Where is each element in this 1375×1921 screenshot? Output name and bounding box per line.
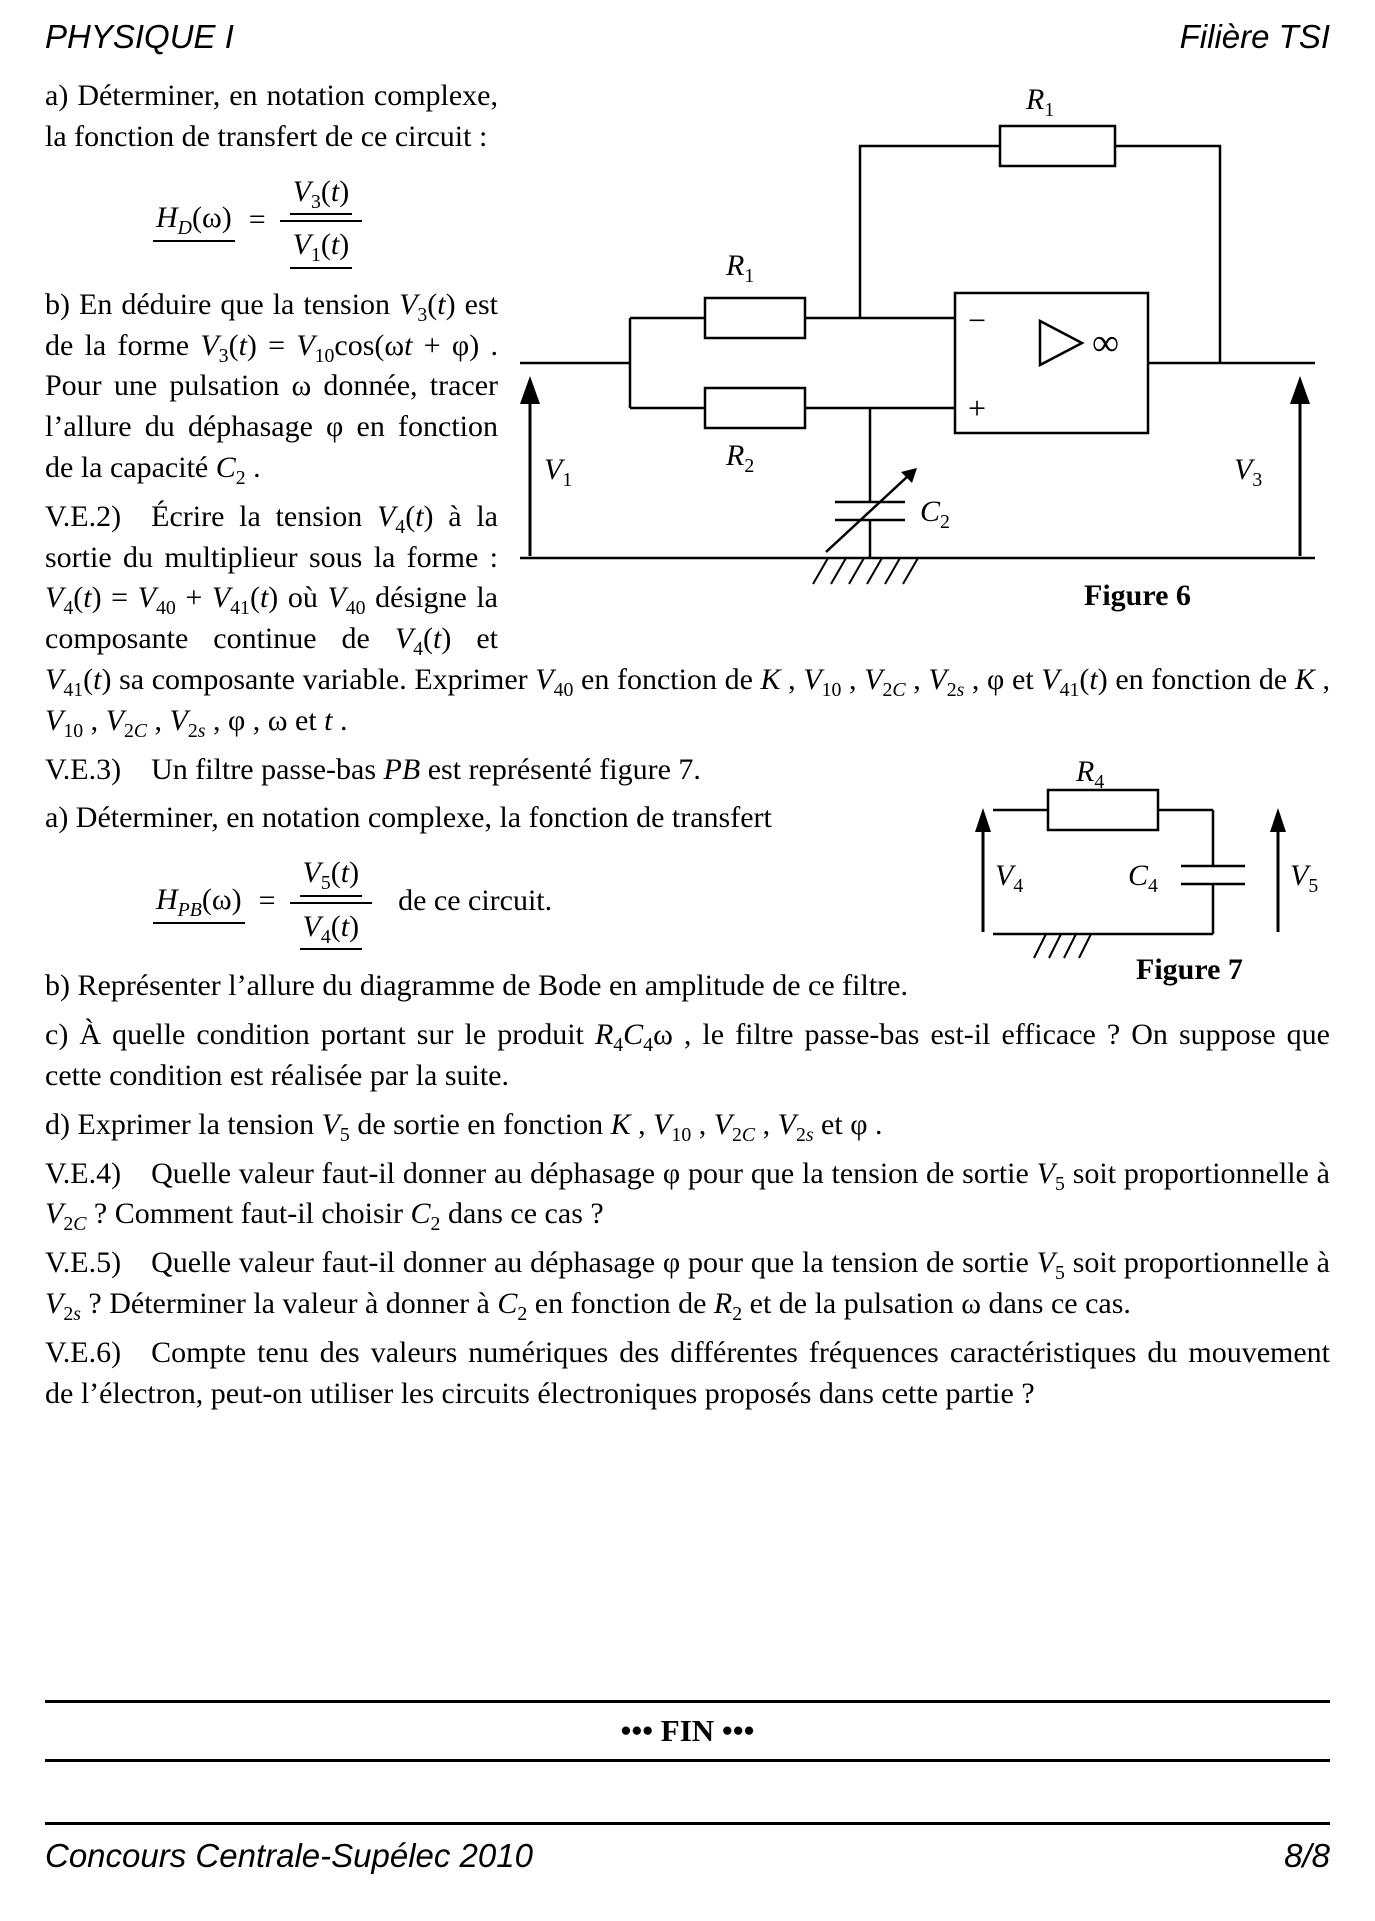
resistor-r1-input xyxy=(705,298,805,338)
equation-hpb xyxy=(153,853,958,950)
v3-arrowhead-icon xyxy=(1290,376,1310,404)
figure-6 xyxy=(510,78,1330,644)
circuit-wires xyxy=(993,810,1213,934)
equation-hd xyxy=(153,172,498,269)
question-ve3: V.E.3) Un filtre passe-bas PB est représenté figure 7. xyxy=(45,752,701,786)
equals-sign: = xyxy=(248,202,266,236)
equation-hpb-lhs: $H_{PB}(\omega)$ xyxy=(153,880,245,924)
capacitor-c4-plates xyxy=(1181,866,1245,884)
resistor-r1-feedback xyxy=(1000,126,1115,166)
resistor-r4 xyxy=(1048,790,1158,830)
fin-rule-bottom xyxy=(45,1759,1330,1762)
fin-text: ••• FIN ••• xyxy=(620,1713,755,1748)
opamp-triangle-icon xyxy=(1040,321,1082,365)
fraction-bar xyxy=(280,220,363,222)
label-r1-feedback: $R_1$ xyxy=(1026,83,1055,121)
fraction-bar xyxy=(290,902,373,904)
equation-hpb-tail: de ce circuit. xyxy=(398,884,553,918)
label-r2: $R_2$ xyxy=(726,439,755,477)
label-r4: $R_4$ xyxy=(1076,754,1105,793)
fin-block xyxy=(45,1700,1330,1762)
circuit-wires xyxy=(520,146,1315,558)
footer-exam-name: Concours Centrale-Supélec 2010 xyxy=(45,1837,533,1874)
v5-arrowhead-icon xyxy=(1270,808,1286,832)
label-v1: $V_1$ xyxy=(544,453,573,491)
question-ve2: V.E.2) Écrire la tension $V_4(t)$ à la sortie du multiplieur sous la forme : $V_4(t) = V_{40} + V_{41}(t)$ où $V_{40}$ désigne la composante continue de $V_4(t)$ et $V_{41}(t)$ sa composante variable. Exprimer $V_{40}$ en fonction de K , $V_{10}$ , $V_{2C}$ , $V_{2s}$ , φ et $V_{41}(t)$ en fonction de K , $V_{10}$ , $V_{2C}$ , $V_{2s}$ , φ , ω et t . xyxy=(45,499,1331,742)
opamp-infinity-symbol: ∞ xyxy=(1092,322,1120,364)
label-v3: $V_3$ xyxy=(1234,453,1263,491)
fraction-denominator: $V_1(t)$ xyxy=(280,225,363,269)
equation-hd-lhs: $H_D(\omega)$ xyxy=(153,198,235,242)
fraction-numerator: $V_3(t)$ xyxy=(280,172,363,216)
c2-variable-arrow xyxy=(826,476,908,552)
question-ve4: V.E.4) Quelle valeur faut-il donner au déphasage φ pour que la tension de sortie $V_5$ soit proportionnelle à $V_{2C}$ ? Comment faut-il choisir $C_2$ dans ce cas ? xyxy=(45,1156,1330,1236)
ground-symbol xyxy=(813,558,918,584)
label-c4: $C_4$ xyxy=(1128,858,1158,897)
opamp-plus-sign: + xyxy=(968,390,987,426)
resistor-r2 xyxy=(705,388,805,428)
fraction-v3-v1 xyxy=(280,172,363,269)
question-ve5: V.E.5) Quelle valeur faut-il donner au déphasage φ pour que la tension de sortie $V_5$ soit proportionnelle à $V_{2s}$ ? Déterminer la valeur à donner à $C_2$ en fonction de $R_2$ et de la pulsation ω dans ce cas. xyxy=(45,1246,1330,1325)
question-c: c) À quelle condition portant sur le produit $R_4C_4\omega$ , le filtre passe-bas est-il efficace ? On suppose que cette condition est réalisée par la suite. xyxy=(45,1018,1330,1092)
header-filiere: Filière TSI xyxy=(1179,18,1330,55)
page-header xyxy=(45,18,1330,56)
v4-arrowhead-icon xyxy=(975,808,991,832)
question-b1: b) En déduire que la tension $V_3(t)$ est de la forme $V_3(t) = V_{10}\cos(\omega t + \varphi)$ . Pour une pulsation ω donnée, tracer l’allure du déphasage φ en fonction de la capacité $C_2$ . xyxy=(45,287,498,489)
question-d: d) Exprimer la tension $V_5$ de sortie en fonction K , $V_{10}$ , $V_{2C}$ , $V_{2s}$ et φ . xyxy=(45,1107,883,1146)
question-a1: a) Déterminer, en notation complexe, la fonction de transfert de ce circuit : xyxy=(45,79,498,153)
figure-6-caption: Figure 6 xyxy=(1084,579,1191,612)
figure-7 xyxy=(968,752,1330,998)
page-footer xyxy=(45,1822,1330,1875)
label-c2: $C_2$ xyxy=(920,495,950,533)
footer-page-number: 8/8 xyxy=(1284,1837,1330,1874)
opamp-minus-sign: − xyxy=(968,302,987,338)
figure-7-caption: Figure 7 xyxy=(1136,952,1243,986)
label-r1-input: $R_1$ xyxy=(726,249,755,287)
header-subject: PHYSIQUE I xyxy=(45,18,234,55)
ground-symbol xyxy=(1034,934,1091,958)
question-a2: a) Déterminer, en notation complexe, la fonction de transfert xyxy=(45,801,772,835)
question-ve6: V.E.6) Compte tenu des valeurs numériques des différentes fréquences caractéristiques du mouvement de l’électron, peut-on utiliser les circuits électroniques proposés dans cette partie ? xyxy=(45,1335,1330,1410)
equals-sign: = xyxy=(258,884,276,918)
fraction-denominator: $V_4(t)$ xyxy=(290,907,373,951)
label-v5: $V_5$ xyxy=(1290,858,1319,897)
fraction-v5-v4 xyxy=(290,853,373,950)
exam-content xyxy=(45,76,1330,1414)
v1-arrowhead-icon xyxy=(520,376,540,404)
fraction-numerator: $V_5(t)$ xyxy=(290,853,373,897)
figure-6-circuit-diagram xyxy=(510,78,1330,638)
label-v4: $V_4$ xyxy=(995,858,1024,897)
question-b2: b) Représenter l’allure du diagramme de Bode en amplitude de ce filtre. xyxy=(45,969,908,1003)
